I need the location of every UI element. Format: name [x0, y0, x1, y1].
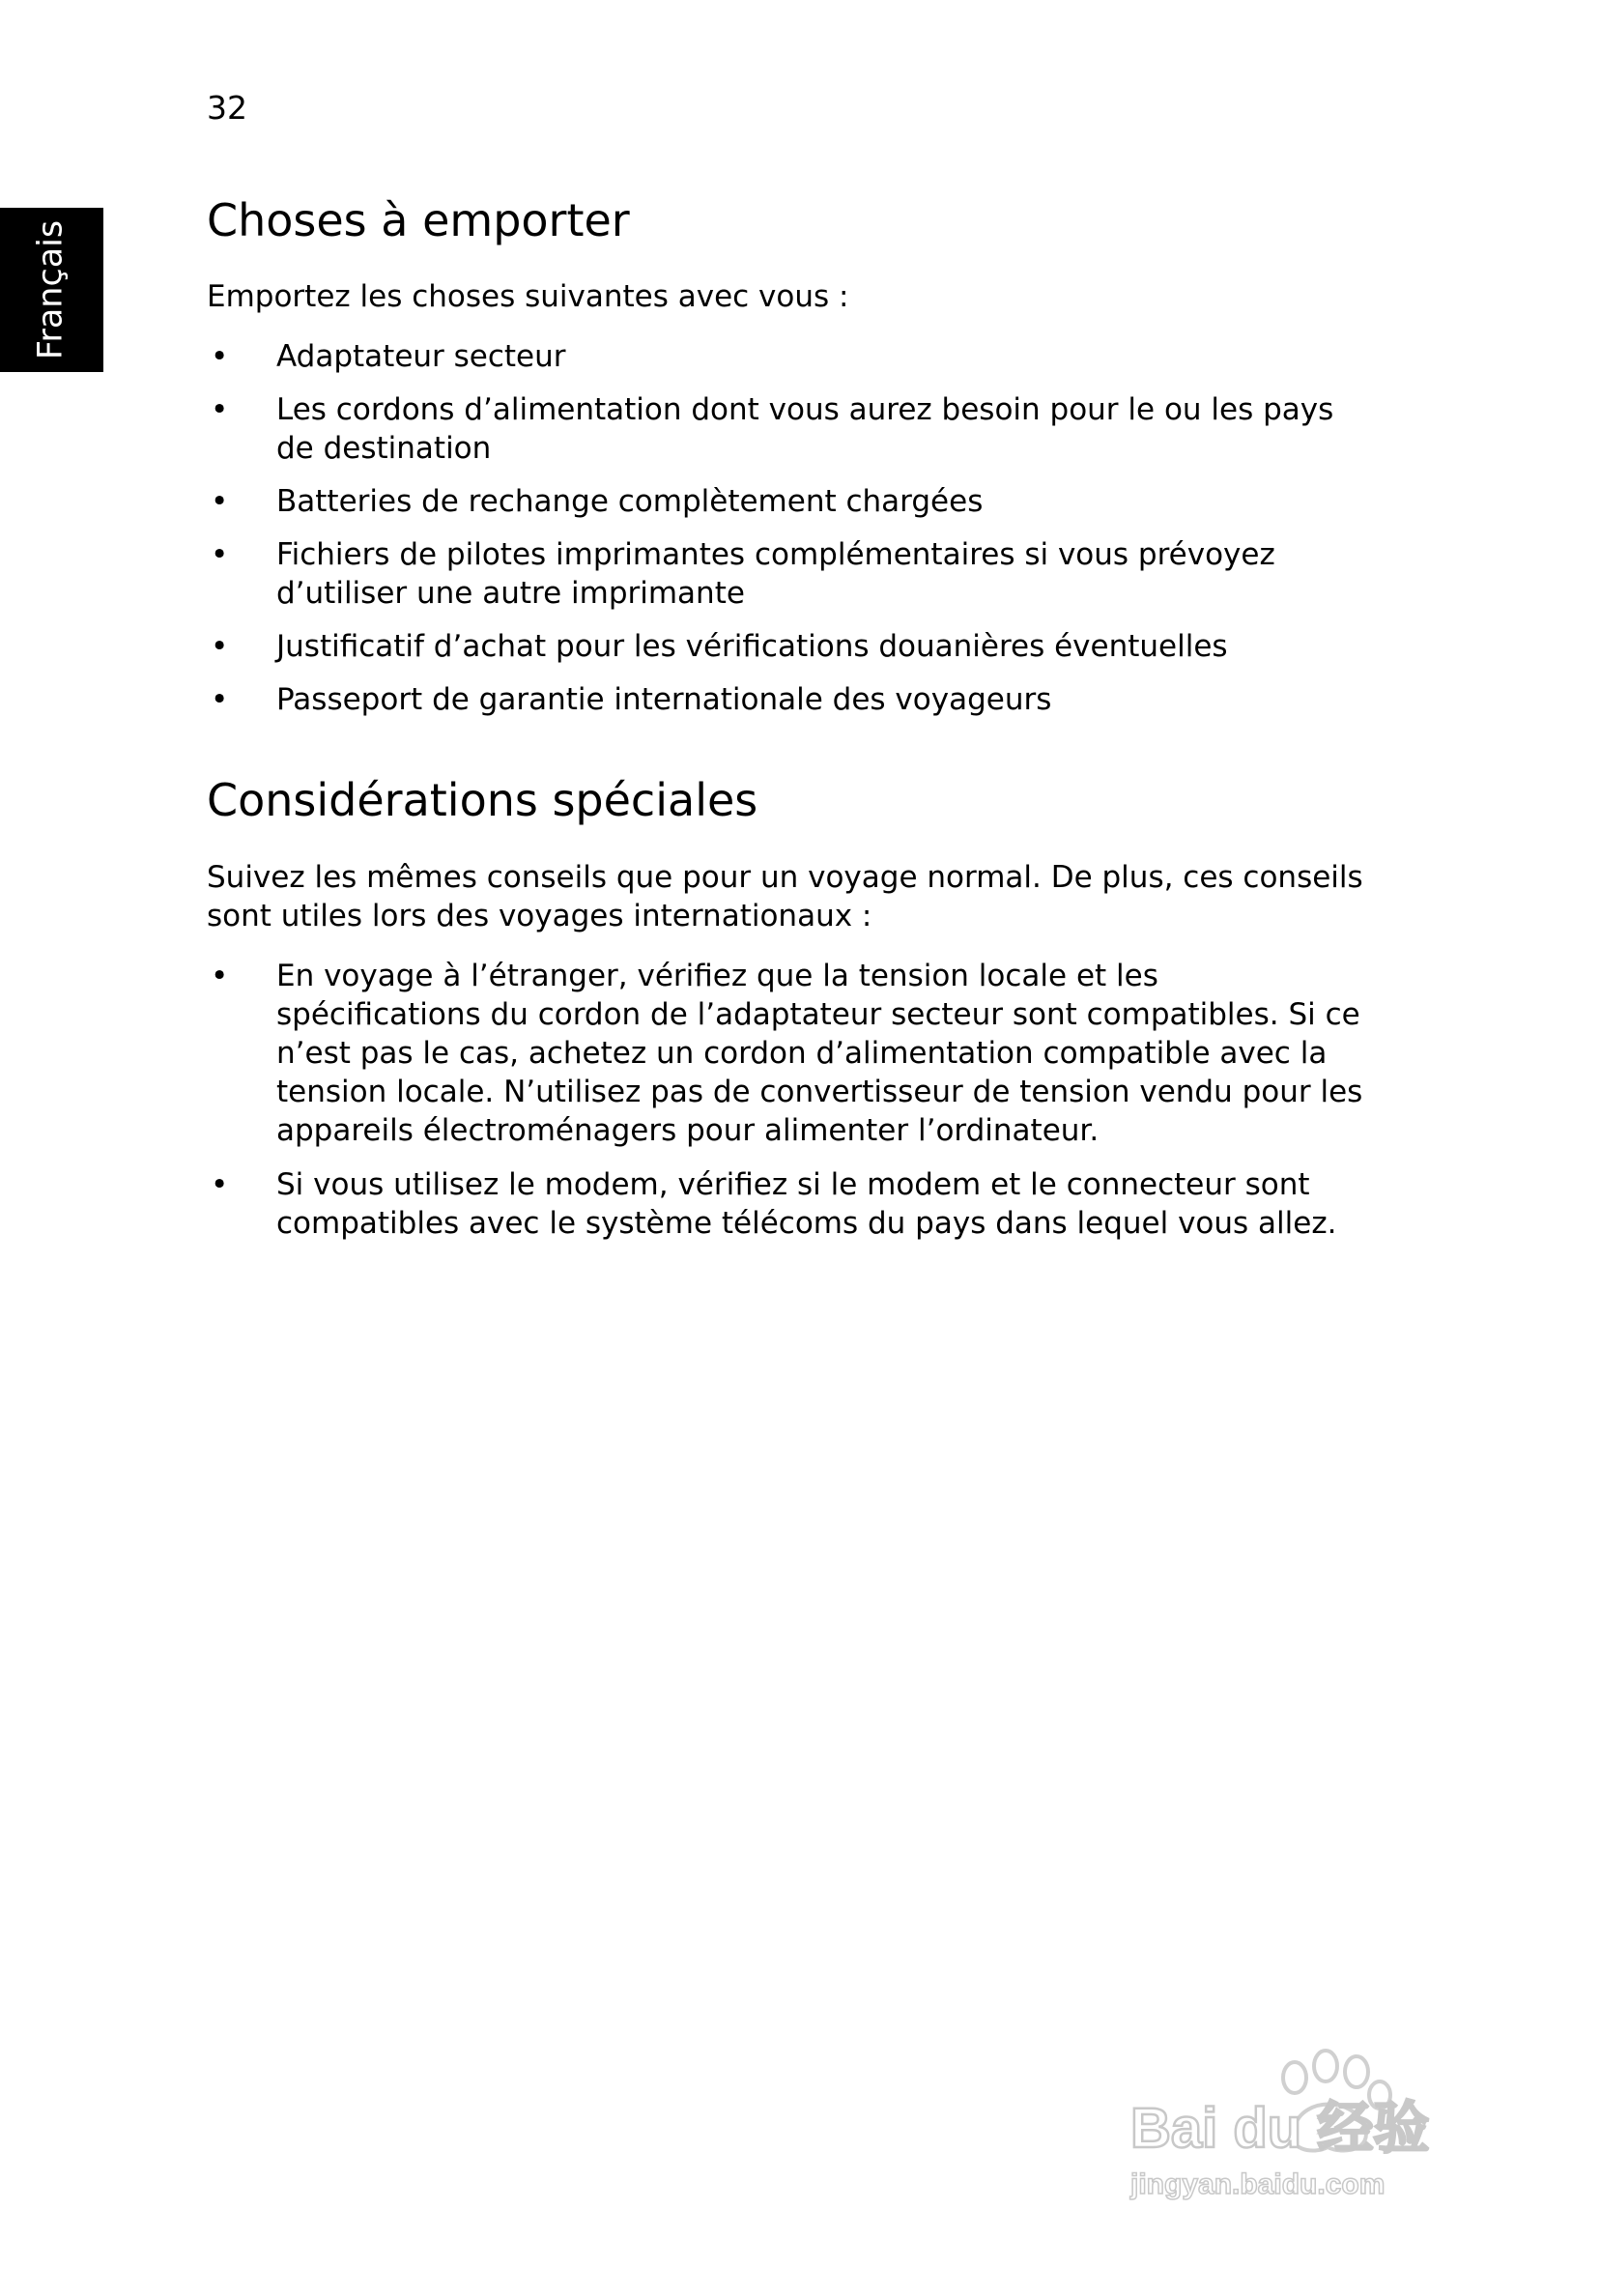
list-item — [207, 390, 1366, 468]
bullet-icon: • — [211, 537, 229, 572]
list-item — [207, 337, 1366, 376]
list-item-text: Adaptateur secteur — [276, 339, 566, 374]
section-title-special-considerations: Considérations spéciales — [207, 774, 758, 826]
page-number: 32 — [207, 89, 247, 127]
language-side-tab-label: Français — [31, 219, 71, 360]
baidu-jingyan-watermark — [1121, 2039, 1507, 2213]
section-title-things-to-take: Choses à emporter — [207, 194, 630, 246]
bullet-icon: • — [211, 959, 229, 993]
list-item — [207, 1165, 1366, 1243]
list-item-text: Les cordons d’alimentation dont vous aurez besoin pour le ou les pays de destination — [276, 392, 1334, 466]
watermark-brand-text: Bai du 经验 — [1130, 2097, 1430, 2160]
section-intro-special-considerations: Suivez les mêmes conseils que pour un voyage normal. De plus, ces conseils sont utiles lors des voyages internationaux : — [207, 860, 1363, 933]
things-to-take-list — [207, 337, 1366, 733]
bullet-icon: • — [211, 1167, 229, 1202]
list-item-text: En voyage à l’étranger, vérifiez que la tension locale et les spécifications du cordon de l’adaptateur secteur sont compatibles. Si ce n’est pas le cas, achetez un cordon d’alimentation compatible avec la tension locale. N’utilisez pas de convertisseur de tension vendu pour les appareils électroménagers pour alimenter l’ordinateur. — [276, 959, 1363, 1148]
bullet-icon: • — [211, 629, 229, 664]
bullet-icon: • — [211, 339, 229, 374]
list-item — [207, 535, 1366, 613]
list-item-text: Batteries de rechange complètement chargées — [276, 484, 984, 519]
list-item — [207, 627, 1366, 666]
special-considerations-list — [207, 957, 1366, 1258]
list-item-text: Passeport de garantie internationale des voyageurs — [276, 682, 1052, 717]
bullet-icon: • — [211, 392, 229, 427]
list-item-text: Si vous utilisez le modem, vérifiez si le modem et le connecteur sont compatibles avec le système télécoms du pays dans lequel vous allez. — [276, 1167, 1337, 1241]
language-side-tab — [0, 208, 103, 372]
watermark-url-text: jingyan.baidu.com — [1130, 2168, 1386, 2200]
bullet-icon: • — [211, 484, 229, 519]
list-item — [207, 680, 1366, 719]
bullet-icon: • — [211, 682, 229, 717]
list-item-text: Fichiers de pilotes imprimantes complémentaires si vous prévoyez d’utiliser une autre imprimante — [276, 537, 1275, 611]
section-intro-things-to-take: Emportez les choses suivantes avec vous : — [207, 279, 849, 314]
list-item-text: Justificatif d’achat pour les vérifications douanières éventuelles — [276, 629, 1228, 664]
list-item — [207, 957, 1366, 1150]
paw-logo-icon — [1121, 2039, 1507, 2213]
list-item — [207, 482, 1366, 521]
